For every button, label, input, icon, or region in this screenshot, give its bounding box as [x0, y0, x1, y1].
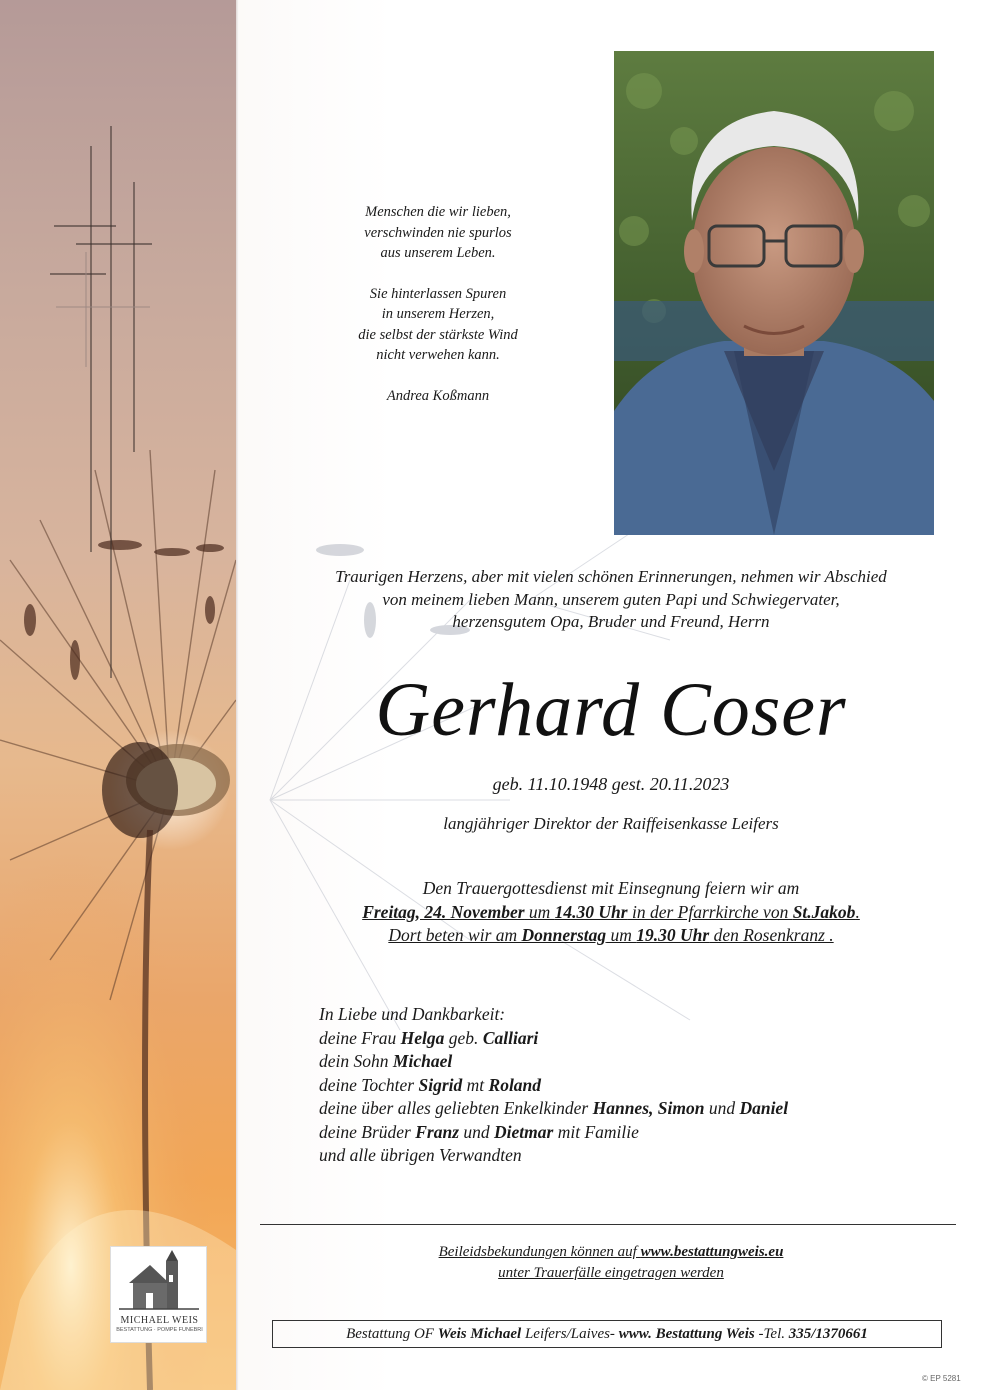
service-time: 14.30 Uhr — [554, 901, 628, 922]
mourner-line: und alle übrigen Verwandten — [319, 1145, 522, 1165]
rosary-details: Dort beten wir am Donnerstag um 19.30 Uhr den Rosenkranz . — [388, 925, 834, 945]
service-place: St.Jakob — [792, 901, 856, 922]
quote-line: nicht verwehen kann. — [376, 347, 500, 363]
mourner-line: dein Sohn Michael — [319, 1051, 453, 1071]
service-line: Den Trauergottesdienst mit Einsegnung feiern wir am — [422, 878, 800, 898]
decorative-side-panel — [0, 0, 236, 1390]
quote-line: Sie hinterlassen Spuren — [369, 285, 507, 302]
memorial-quote — [318, 202, 558, 406]
phone-number: 335/1370661 — [788, 1326, 868, 1342]
announcement-intro — [262, 566, 960, 634]
funeral-home-footer: Bestattung OF Weis Michael Leifers/Laives- www. Bestattung Weis -Tel. 335/1370661 — [272, 1320, 942, 1348]
mourners-heading: In Liebe und Dankbarkeit: — [319, 1004, 506, 1024]
cross-icon — [46, 122, 166, 682]
quote-line: verschwinden nie spurlos — [364, 224, 512, 241]
intro-line: herzensgutem Opa, Bruder und Freund, Herrn — [452, 612, 770, 631]
mourner-line: deine Frau Helga geb. Calliari — [319, 1027, 539, 1048]
deceased-name: Gerhard Coser — [375, 668, 847, 752]
logo-name: MICHAEL WEIS — [120, 1315, 199, 1326]
rosary-day: Donnerstag — [521, 925, 607, 945]
intro-line: Traurigen Herzens, aber mit vielen schönen Erinnerungen, nehmen wir Abschied — [335, 567, 887, 586]
mourner-line: deine Tochter Sigrid mt Roland — [319, 1074, 542, 1095]
church-icon — [111, 1247, 208, 1313]
condolence-line: unter Trauerfälle eingetragen werden — [498, 1265, 724, 1281]
service-details: Freitag, 24. November um 14.30 Uhr in der Pfarrkirche von St.Jakob. — [362, 901, 860, 922]
mourner-line: deine über alles geliebten Enkelkinder Hannes, Simon und Daniel — [319, 1098, 789, 1118]
condolence-note — [262, 1242, 960, 1284]
divider-line — [260, 1224, 956, 1225]
portrait-photo — [614, 51, 934, 535]
life-dates: geb. 11.10.1948 gest. 20.11.2023 — [492, 774, 730, 794]
quote-author: Andrea Koßmann — [386, 387, 490, 404]
quote-line: Menschen die wir lieben, — [365, 204, 511, 220]
quote-line: in unserem Herzen, — [381, 306, 495, 322]
website-link[interactable]: www.bestattungweis.eu — [640, 1244, 784, 1260]
funeral-service-info — [262, 877, 960, 948]
deceased-role: langjähriger Direktor der Raiffeisenkasse Leifers — [443, 814, 779, 833]
mourner-line: deine Brüder Franz und Dietmar mit Familie — [319, 1121, 639, 1142]
rosary-time: 19.30 Uhr — [636, 925, 710, 945]
quote-line: aus unserem Leben. — [380, 245, 496, 261]
condolence-line: Beileidsbekundungen können auf www.bestattungweis.eu — [438, 1244, 784, 1260]
print-code: © EP 5281 — [922, 1374, 961, 1383]
service-date: Freitag, 24. November — [362, 901, 525, 922]
quote-line: die selbst der stärkste Wind — [358, 326, 518, 343]
intro-line: von meinem lieben Mann, unserem guten Papi und Schwiegervater, — [382, 589, 840, 609]
mourners-list — [319, 1003, 939, 1168]
portrait-image — [614, 51, 934, 535]
funeral-home-logo — [110, 1246, 207, 1343]
logo-tagline: BESTATTUNG · POMPE FUNEBRI — [116, 1327, 203, 1333]
